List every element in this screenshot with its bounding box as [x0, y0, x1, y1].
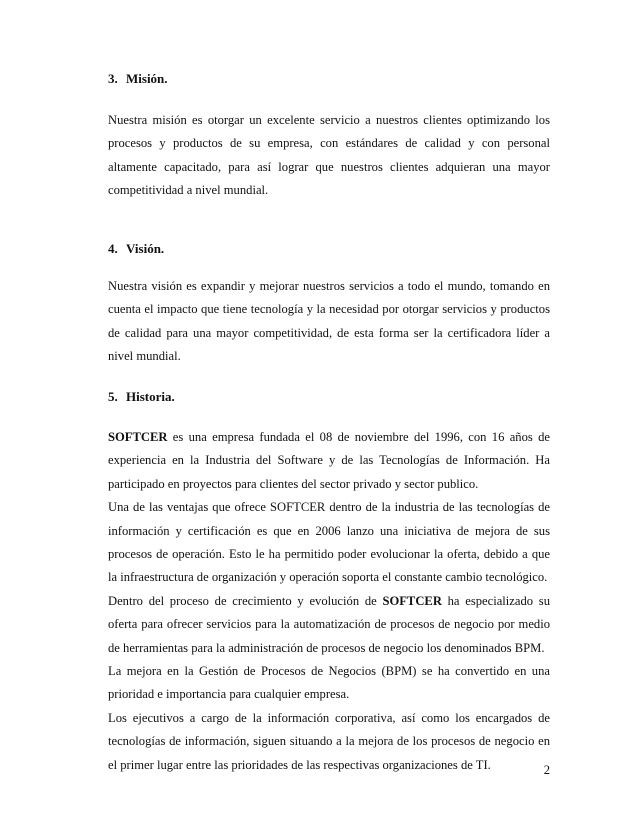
paragraph-vision: Nuestra visión es expandir y mejorar nuestros servicios a todo el mundo, tomando en cuenta el impacto que tiene tecnología y la necesidad por otorgar servicios y productos de calidad para una mayor competitividad, de esta forma ser la certificadora líder a nivel mundial.	[108, 279, 550, 364]
heading-historia	[108, 389, 175, 405]
softcer-name-bold-2: SOFTCER	[382, 593, 442, 608]
paragraph-historia-2: Una de las ventajas que ofrece SOFTCER dentro de la industria de las tecnologías de información y certificación es que en 2006 lanzo una iniciativa de mejora de sus procesos de operación. Esto le ha permitido poder evolucionar la oferta, debido a que la infraestructura de organización y operación soporta el constante cambio tecnológico.	[108, 500, 550, 585]
heading-mision-title: Misión.	[126, 71, 168, 86]
heading-mision-number: 3.	[108, 71, 118, 86]
paragraph-historia-1-text: es una empresa fundada el 08 de noviembre del 1996, con 16 años de experiencia en la Industria del Software y de las Tecnologías de Información. Ha participado en proyectos para clientes del sector privado y sector publico.	[108, 430, 550, 491]
heading-mision	[108, 71, 168, 87]
paragraph-historia-1	[108, 426, 550, 496]
paragraph-historia-4: La mejora en la Gestión de Procesos de Negocios (BPM) se ha convertido en una prioridad e importancia para cualquier empresa.	[108, 664, 550, 702]
paragraph-historia-5: Los ejecutivos a cargo de la información corporativa, así como los encargados de tecnologías de información, siguen situando a la mejora de los procesos de negocio en el primer lugar entre las prioridades de las respectivas organizaciones de TI.	[108, 710, 550, 772]
softcer-name-bold: SOFTCER	[108, 430, 168, 444]
paragraph-historia-3	[108, 590, 550, 660]
historia-body	[108, 426, 550, 777]
paragraph-mision: Nuestra misión es otorgar un excelente servicio a nuestros clientes optimizando los procesos y productos de su empresa, con estándares de calidad y con personal altamente capacitado, para así lograr que nuestros clientes adquieran una mayor competitividad a nivel mundial.	[108, 113, 550, 198]
heading-vision-number: 4.	[108, 241, 118, 256]
heading-vision	[108, 241, 164, 257]
heading-historia-number: 5.	[108, 389, 118, 404]
heading-vision-title: Visión.	[126, 241, 165, 256]
paragraph-historia-3-text-a: Dentro del proceso de crecimiento y evolución de	[108, 593, 383, 608]
document-page	[108, 0, 550, 826]
paragraph-historia-3-text-b: ha especializado su oferta para ofrecer servicios para la automatización de procesos de negocio por medio de herramientas para la administración de procesos de negocio los denominados BPM.	[108, 593, 550, 655]
heading-historia-title: Historia.	[126, 389, 175, 404]
page-number: 2	[543, 763, 550, 777]
